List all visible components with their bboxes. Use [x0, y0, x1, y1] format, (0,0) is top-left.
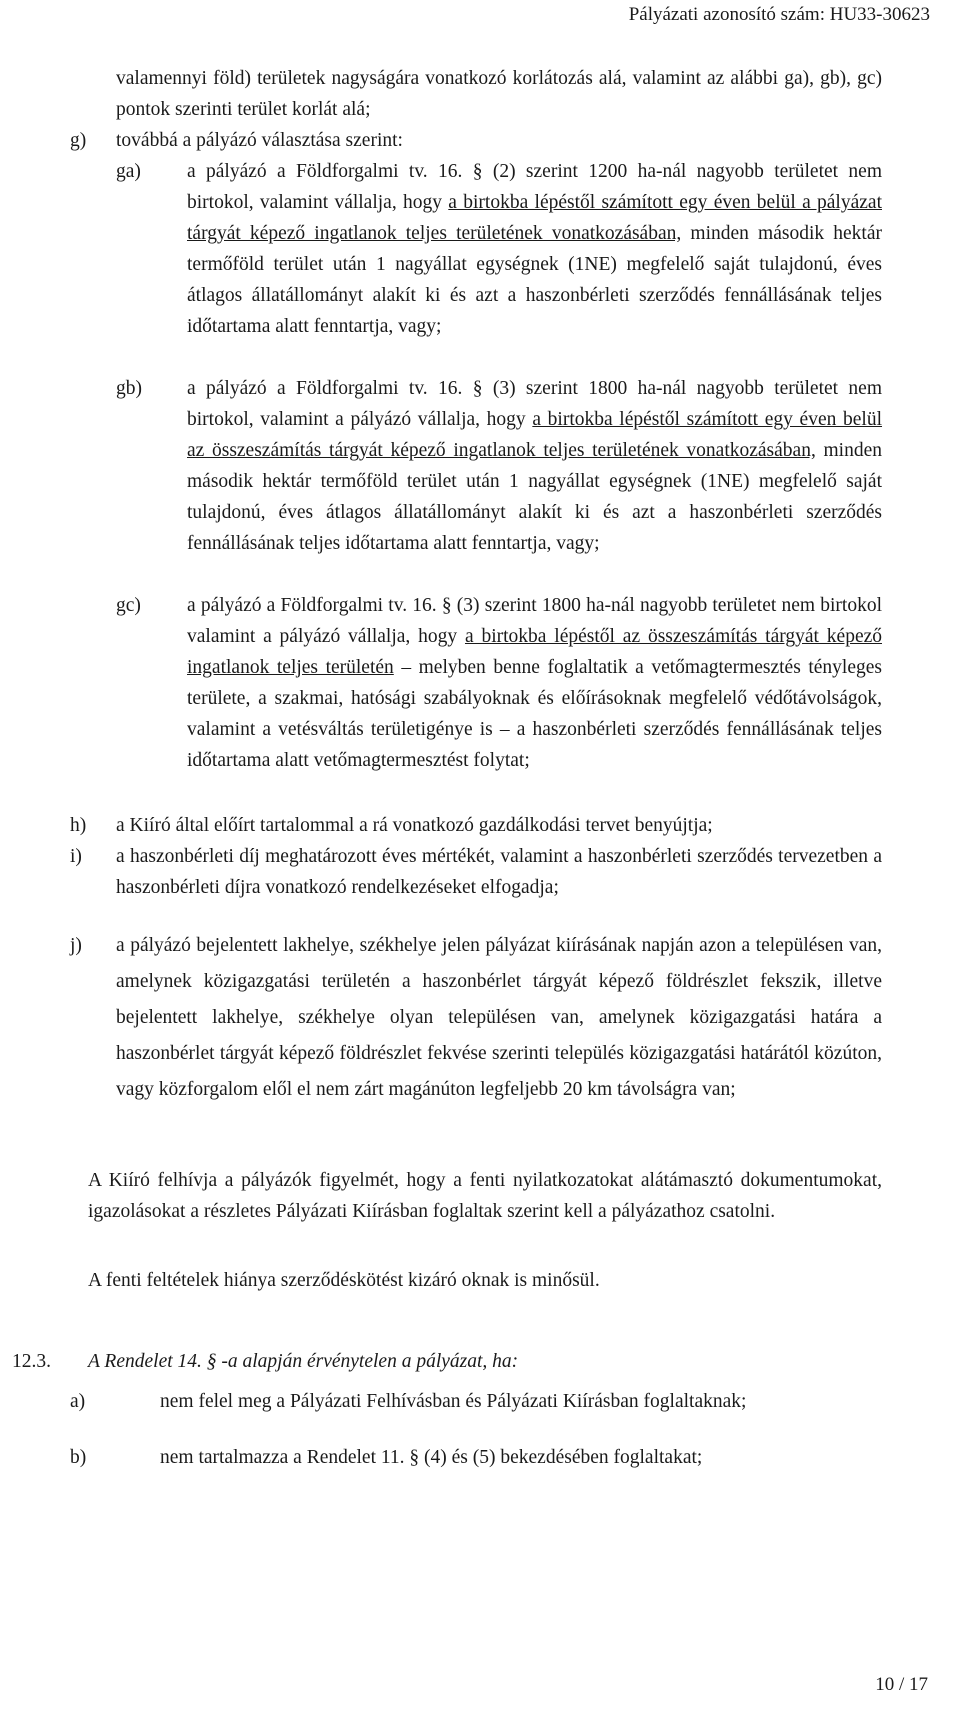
note-paragraph: A Kiíró felhívja a pályázók figyelmét, hogy a fenti nyilatkozatokat alátámasztó dokumentumokat, igazolásokat a részletes Pályázati Kiírásban foglaltak szerint kell a pályázathoz csatolni. — [88, 1170, 882, 1222]
list-label: a) — [70, 1391, 86, 1412]
list-text: továbbá a pályázó választása szerint: — [116, 130, 403, 151]
list-text: nem felel meg a Pályázati Felhívásban és Pályázati Kiírásban foglaltaknak; — [160, 1391, 747, 1412]
list-item-i — [70, 841, 882, 903]
underlined-text: a birtokba lépéstől számított egy éven belül a pályázat tárgyát képező ingatlanok teljes területének vonatkozásában, — [187, 192, 882, 244]
note-paragraph: A fenti feltételek hiánya szerződéskötést kizáró oknak is minősül. — [88, 1270, 600, 1291]
underlined-text: a birtokba lépéstől az összeszámítás tárgyát képező ingatlanok teljes területén — [187, 626, 882, 678]
list-text: a haszonbérleti díj meghatározott éves mértékét, valamint a haszonbérleti szerződés tervezetben a haszonbérleti díjra vonatkozó rendelkezéseket elfogadja; — [116, 846, 882, 898]
list-text: a pályázó a Földforgalmi tv. 16. § (3) szerint 1800 ha-nál nagyobb területet nem birtokol, valamint a pályázó vállalja, hogy a birtokba lépéstől számított egy éven belül az összeszámítás tárgyát képező ingatlanok teljes területének vonatkozásában, minden második hektár termőföld terület után 1 nagyállat egységnek (1NE) megfelelő saját tulajdonú, éves átlagos állatállományt alakít ki és azt a haszonbérleti szerződés fennállásának teljes időtartama alatt fenntartja, vagy; — [187, 378, 883, 554]
list-item-j — [70, 928, 882, 1108]
list-label: b) — [70, 1447, 87, 1468]
list-text: a pályázó a Földforgalmi tv. 16. § (2) szerint 1200 ha-nál nagyobb területet nem birtokol, valamint vállalja, hogy a birtokba lépéstől számított egy éven belül a pályázat tárgyát képező ingatlanok teljes területének vonatkozásában, minden második hektár termőföld terület után 1 nagyállat egységnek (1NE) megfelelő saját tulajdonú, éves átlagos állatállományt alakít ki és azt a haszonbérleti szerződés fennállásának teljes időtartama alatt fenntartja, vagy; — [187, 161, 882, 337]
list-item-g — [70, 125, 882, 156]
section-number: 12.3. — [12, 1351, 51, 1372]
list-label: g) — [70, 130, 87, 151]
list-label: gc) — [116, 595, 141, 616]
list-text: a Kiíró által előírt tartalommal a rá vonatkozó gazdálkodási tervet benyújtja; — [116, 815, 713, 836]
section-title: A Rendelet 14. § -a alapján érvénytelen a pályázat, ha: — [88, 1351, 519, 1372]
continuation-paragraph: valamennyi föld) területek nagyságára vonatkozó korlátozás alá, valamint az alábbi ga), gb), gc) pontok szerinti terület korlát alá; — [116, 68, 882, 120]
list-label: ga) — [116, 161, 141, 182]
list-item-ga — [116, 156, 882, 342]
list-item-a — [70, 1386, 882, 1417]
list-item-gc — [116, 590, 882, 776]
list-item-b — [70, 1442, 882, 1473]
document-header: Pályázati azonosító szám: HU33-30623 — [628, 4, 930, 25]
list-text: a pályázó bejelentett lakhelye, székhelye jelen pályázat kiírásának napján azon a településen van, amelynek közigazgatási területén a haszonbérlet tárgyát képező földrészlet fekszik, illetve bejelentett lakhelye, székhelye olyan településen van, amelynek közigazgatási határa a haszonbérlet tárgyát képező földrészlet fekvése szerinti település közigazgatási határától közúton, vagy közforgalom elől el nem zárt magánúton legfeljebb 20 km távolságra van; — [116, 935, 882, 1100]
list-item-gb — [116, 373, 882, 559]
list-text: nem tartalmazza a Rendelet 11. § (4) és (5) bekezdésében foglaltakat; — [160, 1447, 703, 1468]
underlined-text: a birtokba lépéstől számított egy éven belül az összeszámítás tárgyát képező ingatlanok teljes területének vonatkozásában, — [187, 409, 883, 461]
section-heading — [12, 1346, 882, 1377]
list-label: i) — [70, 846, 82, 867]
list-label: gb) — [116, 378, 142, 399]
list-label: j) — [70, 935, 82, 956]
list-label: h) — [70, 815, 87, 836]
page-number: 10 / 17 — [875, 1674, 928, 1695]
list-item-h — [70, 810, 882, 841]
list-text: a pályázó a Földforgalmi tv. 16. § (3) szerint 1800 ha-nál nagyobb területet nem birtokol valamint a pályázó vállalja, hogy a birtokba lépéstől az összeszámítás tárgyát képező ingatlanok teljes területén – melyben benne foglaltatik a vetőmagtermesztés tényleges területe, a szakmai, hatósági szabályoknak és előírásoknak megfelelő védőtávolságok, valamint a vetésváltás területigénye is – a haszonbérleti szerződés fennállásának teljes időtartama alatt vetőmagtermesztést folytat; — [187, 595, 882, 771]
